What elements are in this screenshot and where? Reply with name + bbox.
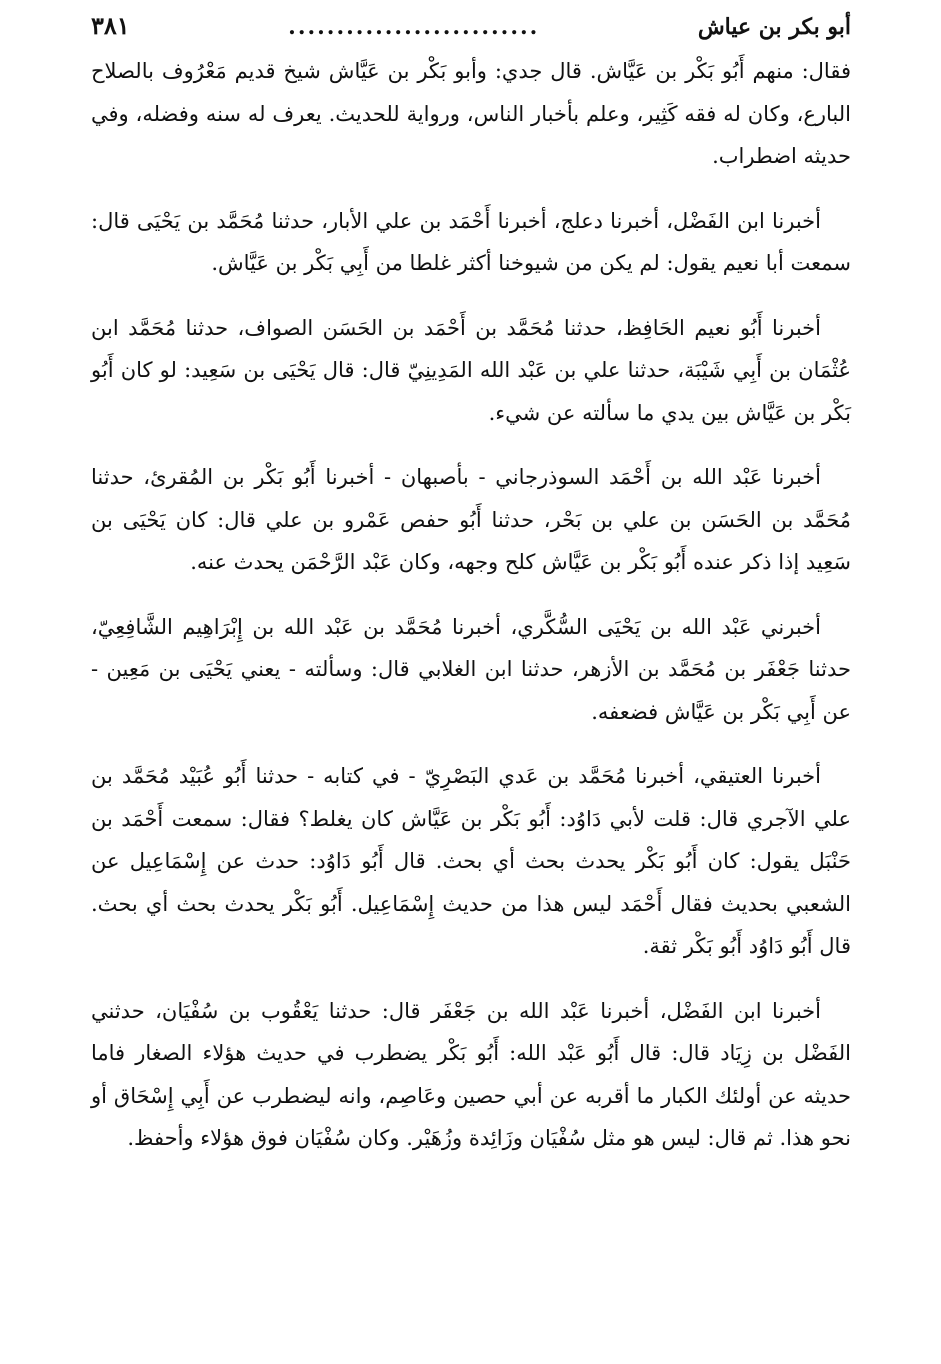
paragraph-gap <box>91 285 851 307</box>
paragraph-5: أخبرني عَبْد الله بن يَحْيَى السُّكَّري، أخبرنا مُحَمَّد بن عَبْد الله بن إِبْرَاهِيم الشَّافِعِيّ، حدثنا جَعْفَر بن مُحَمَّد بن الأزهر، حدثنا ابن الغلابي قال: وسألته - يعني يَحْيَى بن مَعِين - عن أَبِي بَكْر بن عَيَّاش فضعفه. <box>91 614 851 724</box>
leader-dots: .......................... <box>288 14 540 40</box>
paragraph-3: أخبرنا أَبُو نعيم الحَافِظ، حدثنا مُحَمَّد بن أَحْمَد بن الحَسَن الصواف، حدثنا مُحَمَّد ابن عُثْمَان بن أَبِي شَيْبَة، حدثنا علي بن عَبْد الله المَدِينِيّ قال: قال يَحْيَى بن سَعِيد: لو كان أَبُو بَكْر بن عَيَّاش بين يدي ما سألته عن شيء. <box>91 315 851 425</box>
paragraph-4: أخبرنا عَبْد الله بن أَحْمَد السوذرجاني - بأصبهان - أخبرنا أَبُو بَكْر بن المُقرئ، حدثنا مُحَمَّد بن الحَسَن بن علي بن بَحْر، حدثنا أَبُو حفص عَمْرو بن علي قال: كان يَحْيَى بن سَعِيد إذا ذكر عنده أَبُو بَكْر بن عَيَّاش كلح وجهه، وكان عَبْد الرَّحْمَن يحدث عنه. <box>91 465 851 574</box>
paragraph-gap <box>91 178 851 200</box>
running-header <box>91 6 851 46</box>
paragraph-6: أخبرنا العتيقي، أخبرنا مُحَمَّد بن عَدي البَصْرِيّ - في كتابه - حدثنا أَبُو عُبَيْد مُحَمَّد بن علي الآجري قال: قلت لأبي دَاوُد: أَبُو بَكْر بن عَيَّاش كان يغلط؟ فقال: سمعت أَحْمَد بن حَنْبَل يقول: كان أَبُو بَكْر يحدث بحث أي بحث. قال أَبُو دَاوُد: حدث عن إِسْمَاعِيل عن الشعبي بحديث فقال أَحْمَد ليس هذا من حديث إِسْمَاعِيل. أَبُو بَكْر يحدث بحث أي بحث. قال أَبُو دَاوُد أَبُو بَكْر ثقة. <box>91 764 851 958</box>
paragraph-7: أخبرنا ابن الفَضْل، أخبرنا عَبْد الله بن جَعْفَر قال: حدثنا يَعْقُوب بن سُفْيَان، حدثني الفَضْل بن زِيَاد قال: قال أَبُو عَبْد الله: أَبُو بَكْر يضطرب في حديث هؤلاء الصغار فاما حديثه عن أولئك الكبار ما أقربه عن أبي حصين وعَاصِم، وانه ليضطرب عن أَبِي إِسْحَاق أو نحو هذا. ثم قال: ليس هو مثل سُفْيَان وزَائِدة وزُهَيْر. وكان سُفْيَان فوق هؤلاء وأحفظ. <box>91 998 851 1150</box>
paragraph-gap <box>91 584 851 606</box>
page-number: ٣٨١ <box>91 11 130 40</box>
paragraph-gap <box>91 434 851 456</box>
paragraph-1: فقال: منهم أَبُو بَكْر بن عَيَّاش. قال جدي: وأبو بَكْر بن عَيَّاش شيخ قديم مَعْرُوف بالصلاح البارع، وكان له فقه كَثِير، وعلم بأخبار الناس، ورواية للحديث. يعرف له سنه وفضله، وفي حديثه اضطراب. <box>91 59 851 168</box>
book-page <box>91 6 851 1160</box>
paragraph-gap <box>91 733 851 755</box>
paragraph-2: أخبرنا ابن الفَضْل، أخبرنا دعلج، أخبرنا أَحْمَد بن علي الأبار، حدثنا مُحَمَّد بن يَحْيَى قال: سمعت أبا نعيم يقول: لم يكن من شيوخنا أكثر غلطا من أَبِي بَكْر بن عَيَّاش. <box>91 208 851 275</box>
running-header-title: أبو بكر بن عياش <box>697 14 851 40</box>
paragraph-gap <box>91 968 851 990</box>
